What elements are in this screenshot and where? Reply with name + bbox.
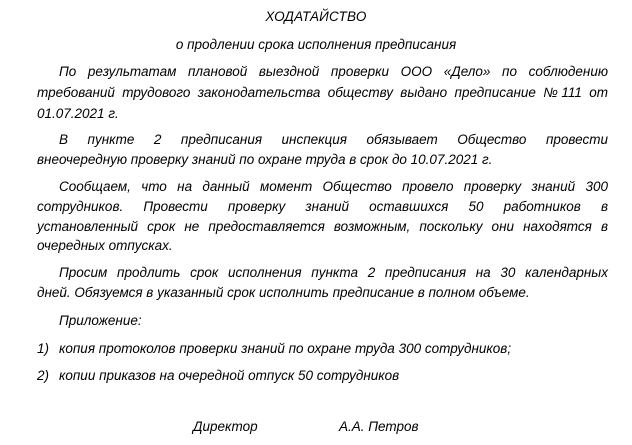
paragraph-2-line-1: В пункте 2 предписания инспекция обязывает Общество провести bbox=[59, 132, 608, 147]
paragraph-4-line-1: Просим продлить срок исполнения пункта 2 предписания на 30 календарных bbox=[59, 265, 608, 280]
attachment-2-text: копии приказов на очередной отпуск 50 сотрудников bbox=[59, 368, 400, 383]
paragraph-1-line-2: требований трудового законодательства обществу выдано предписание №111 от bbox=[37, 85, 608, 100]
document-title: ХОДАТАЙСТВО bbox=[265, 9, 367, 24]
attachments-label: Приложение: bbox=[59, 313, 142, 328]
attachment-1-text: копия протоколов проверки знаний по охране труда 300 сотрудников; bbox=[59, 341, 512, 356]
attachment-2-number: 2) bbox=[37, 368, 50, 383]
attachment-1-number: 1) bbox=[37, 341, 50, 356]
signature-position: Директор bbox=[193, 419, 258, 434]
paragraph-4-line-2: дней. Обязуемся в указанный срок исполнить предписание в полном объеме. bbox=[37, 285, 530, 300]
paragraph-3-line-2: сотрудников. Провести проверку знаний оставшихся 50 работников в bbox=[37, 199, 608, 214]
paragraph-3-line-1: Сообщаем, что на данный момент Общество провело проверку знаний 300 bbox=[59, 179, 608, 194]
paragraph-1-line-1: По результатам плановой выездной проверки ООО «Дело» по соблюдению bbox=[59, 64, 608, 79]
paragraph-3-line-3: установленный срок не предоставляется возможным, поскольку они находятся в bbox=[37, 219, 608, 234]
document-subtitle: о продлении срока исполнения предписания bbox=[175, 37, 457, 52]
paragraph-1-line-3: 01.07.2021 г. bbox=[37, 106, 119, 121]
paragraph-2-line-2: внеочередную проверку знаний по охране труда в срок до 10.07.2021 г. bbox=[37, 152, 493, 167]
paragraph-3-line-4: очередных отпусках. bbox=[37, 238, 173, 253]
signature-name: А.А. Петров bbox=[339, 419, 419, 434]
